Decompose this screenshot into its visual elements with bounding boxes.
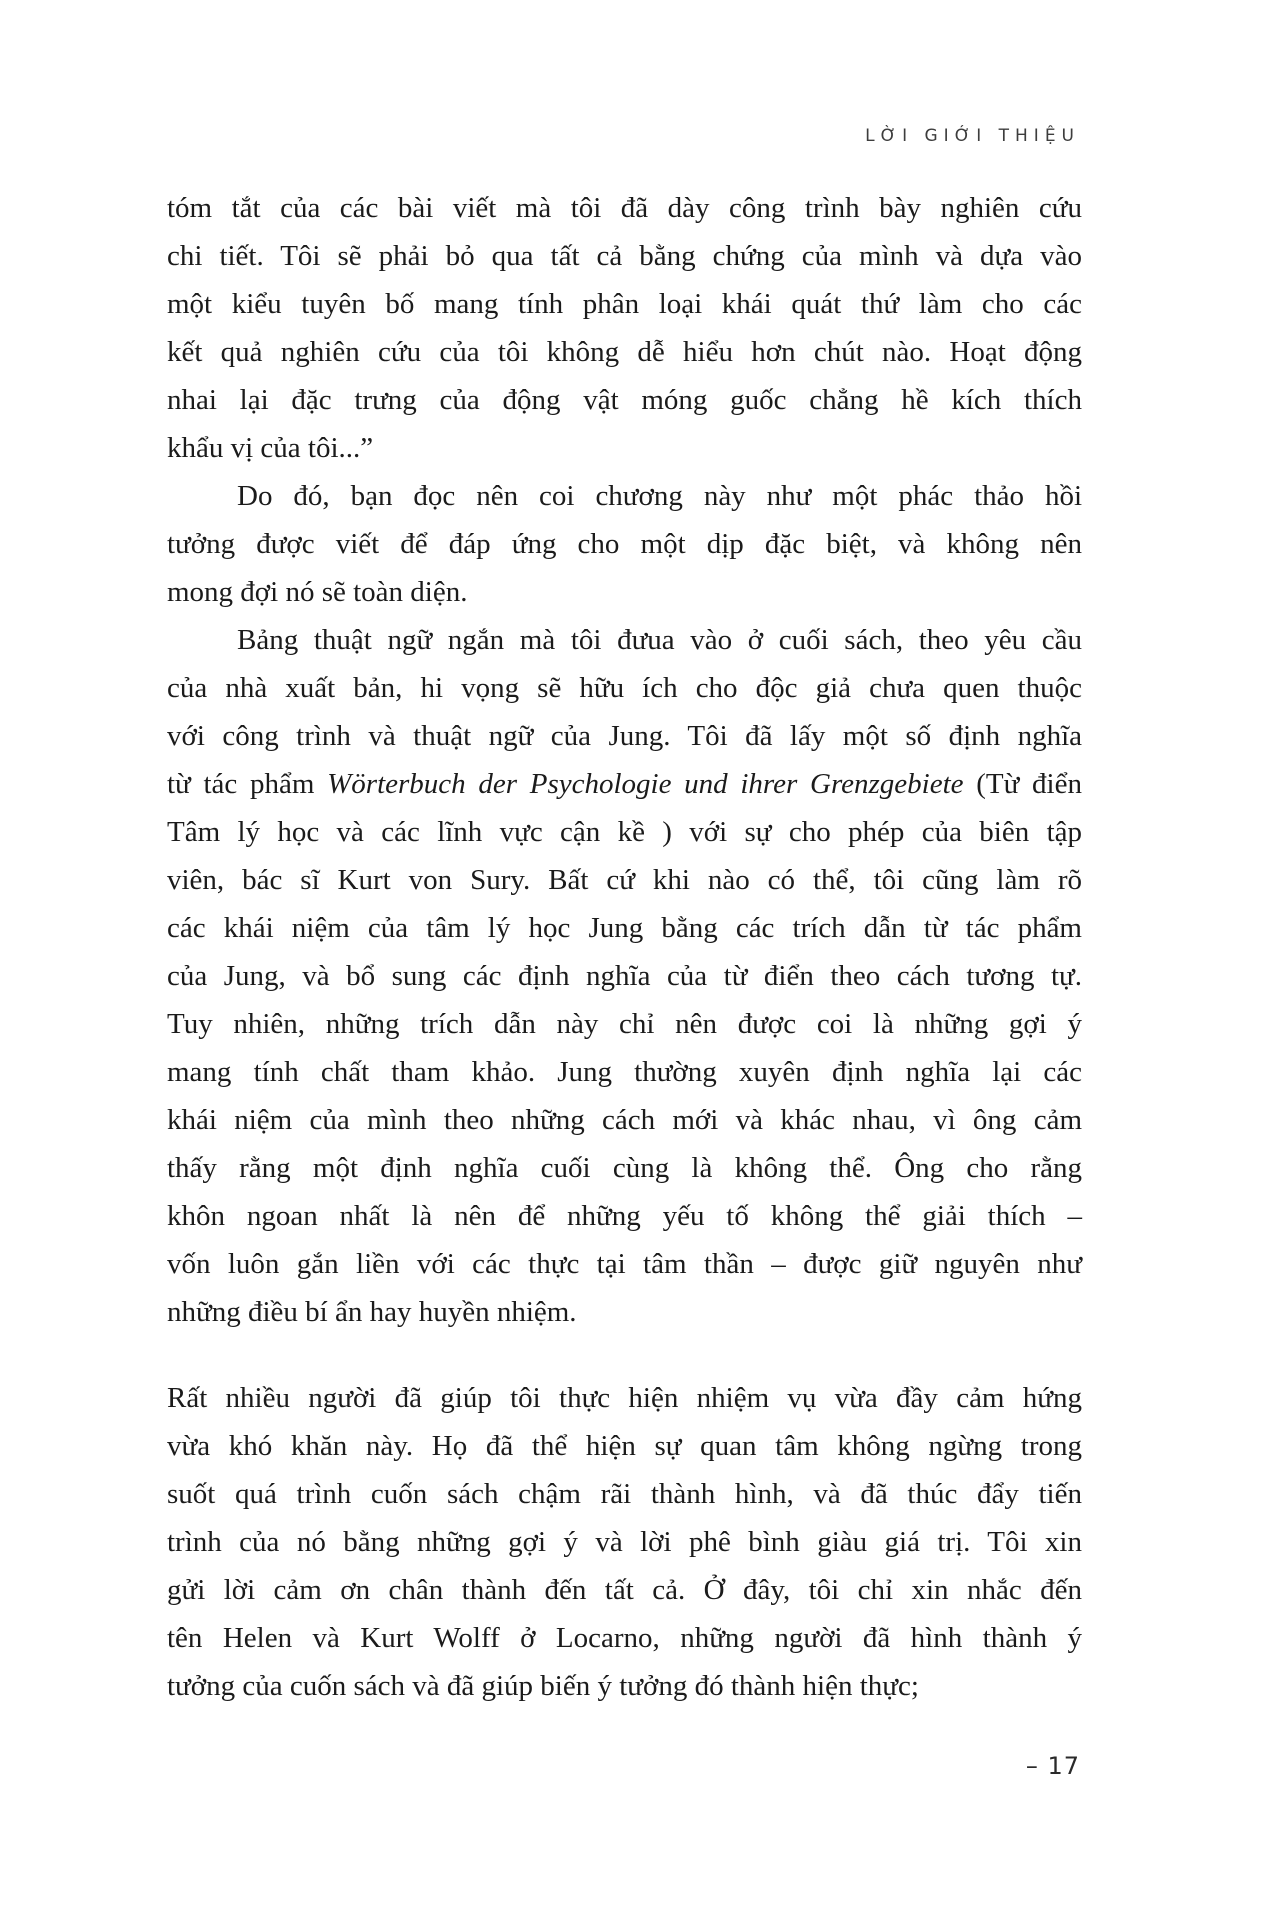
- text-line: khẩu vị của tôi...”: [167, 432, 374, 464]
- paragraph: [167, 184, 1082, 472]
- text-segment: (Từ điển: [963, 768, 1082, 800]
- text-line: tên Helen và Kurt Wolff ở Locarno, những người đã hình thành ý: [167, 1622, 1082, 1654]
- text-line: tóm tắt của các bài viết mà tôi đã dày công trình bày nghiên cứu: [167, 192, 1082, 224]
- text-line: nhai lại đặc trưng của động vật móng guốc chẳng hề kích thích: [167, 384, 1082, 416]
- body-text: [167, 184, 1082, 1710]
- text-line: trình của nó bằng những gợi ý và lời phê bình giàu giá trị. Tôi xin: [167, 1526, 1082, 1558]
- text-line: tưởng của cuốn sách và đã giúp biến ý tưởng đó thành hiện thực;: [167, 1670, 919, 1702]
- text-line: viên, bác sĩ Kurt von Sury. Bất cứ khi nào có thể, tôi cũng làm rõ: [167, 864, 1082, 896]
- text-line: với công trình và thuật ngữ của Jung. Tôi đã lấy một số định nghĩa: [167, 720, 1082, 752]
- text-line: Tâm lý học và các lĩnh vực cận kề ) với sự cho phép của biên tập: [167, 816, 1082, 848]
- paragraph: [167, 1374, 1082, 1710]
- text-line: những điều bí ẩn hay huyền nhiệm.: [167, 1296, 577, 1328]
- text-line: một kiểu tuyên bố mang tính phân loại khái quát thứ làm cho các: [167, 288, 1082, 320]
- text-line: của Jung, và bổ sung các định nghĩa của từ điển theo cách tương tự.: [167, 960, 1082, 992]
- text-line: Bảng thuật ngữ ngắn mà tôi đưua vào ở cuối sách, theo yêu cầu: [237, 624, 1082, 656]
- running-head: LỜI GIỚI THIỆU: [865, 126, 1080, 146]
- paragraph: [167, 472, 1082, 616]
- text-line: vốn luôn gắn liền với các thực tại tâm thần – được giữ nguyên như: [167, 1248, 1082, 1280]
- text-segment: từ tác phẩm: [167, 768, 328, 800]
- text-line: [167, 760, 1082, 808]
- text-line: tưởng được viết để đáp ứng cho một dịp đặc biệt, và không nên: [167, 528, 1082, 560]
- text-line: mang tính chất tham khảo. Jung thường xuyên định nghĩa lại các: [167, 1056, 1082, 1088]
- text-line: suốt quá trình cuốn sách chậm rãi thành hình, và đã thúc đẩy tiến: [167, 1478, 1082, 1510]
- paragraph: [167, 616, 1082, 1336]
- book-title-italic: Wörterbuch der Psychologie und ihrer Grenzgebiete: [327, 768, 964, 800]
- text-line: Do đó, bạn đọc nên coi chương này như một phác thảo hồi: [237, 480, 1082, 512]
- text-line: chi tiết. Tôi sẽ phải bỏ qua tất cả bằng chứng của mình và dựa vào: [167, 240, 1082, 272]
- text-line: của nhà xuất bản, hi vọng sẽ hữu ích cho độc giả chưa quen thuộc: [167, 672, 1082, 704]
- page-number: – 17: [1025, 1752, 1080, 1780]
- text-line: thấy rằng một định nghĩa cuối cùng là không thể. Ông cho rằng: [167, 1152, 1082, 1184]
- text-line: mong đợi nó sẽ toàn diện.: [167, 576, 468, 608]
- text-line: Rất nhiều người đã giúp tôi thực hiện nhiệm vụ vừa đầy cảm hứng: [167, 1382, 1082, 1414]
- text-line: các khái niệm của tâm lý học Jung bằng các trích dẫn từ tác phẩm: [167, 912, 1082, 944]
- text-line: vừa khó khăn này. Họ đã thể hiện sự quan tâm không ngừng trong: [167, 1430, 1082, 1462]
- text-line: Tuy nhiên, những trích dẫn này chỉ nên được coi là những gợi ý: [167, 1008, 1082, 1040]
- text-line: gửi lời cảm ơn chân thành đến tất cả. Ở đây, tôi chỉ xin nhắc đến: [167, 1574, 1082, 1606]
- text-line: khái niệm của mình theo những cách mới và khác nhau, vì ông cảm: [167, 1104, 1082, 1136]
- text-line: khôn ngoan nhất là nên để những yếu tố không thể giải thích –: [167, 1200, 1082, 1232]
- text-line: kết quả nghiên cứu của tôi không dễ hiểu hơn chút nào. Hoạt động: [167, 336, 1082, 368]
